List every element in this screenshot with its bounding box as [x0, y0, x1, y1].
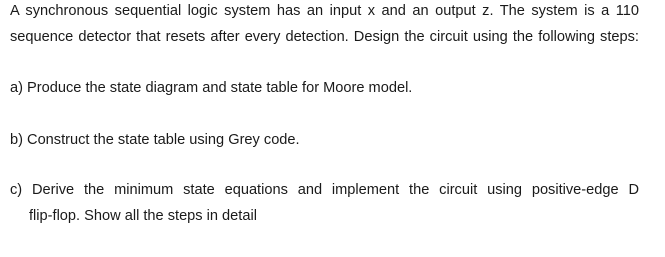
part-c-line-2: flip-flop. Show all the steps in detail	[29, 208, 257, 224]
part-c-line-1: c) Derive the minimum state equations and implement the circuit using positive-edge D	[10, 182, 639, 198]
part-a-text: a) Produce the state diagram and state table for Moore model.	[10, 80, 413, 96]
problem-intro-line-1: A synchronous sequential logic system has an input x and an output z. The system is a 110	[10, 3, 639, 19]
problem-intro-line-2: sequence detector that resets after every detection. Design the circuit using the following steps:	[10, 29, 639, 45]
part-b-text: b) Construct the state table using Grey code.	[10, 132, 300, 148]
